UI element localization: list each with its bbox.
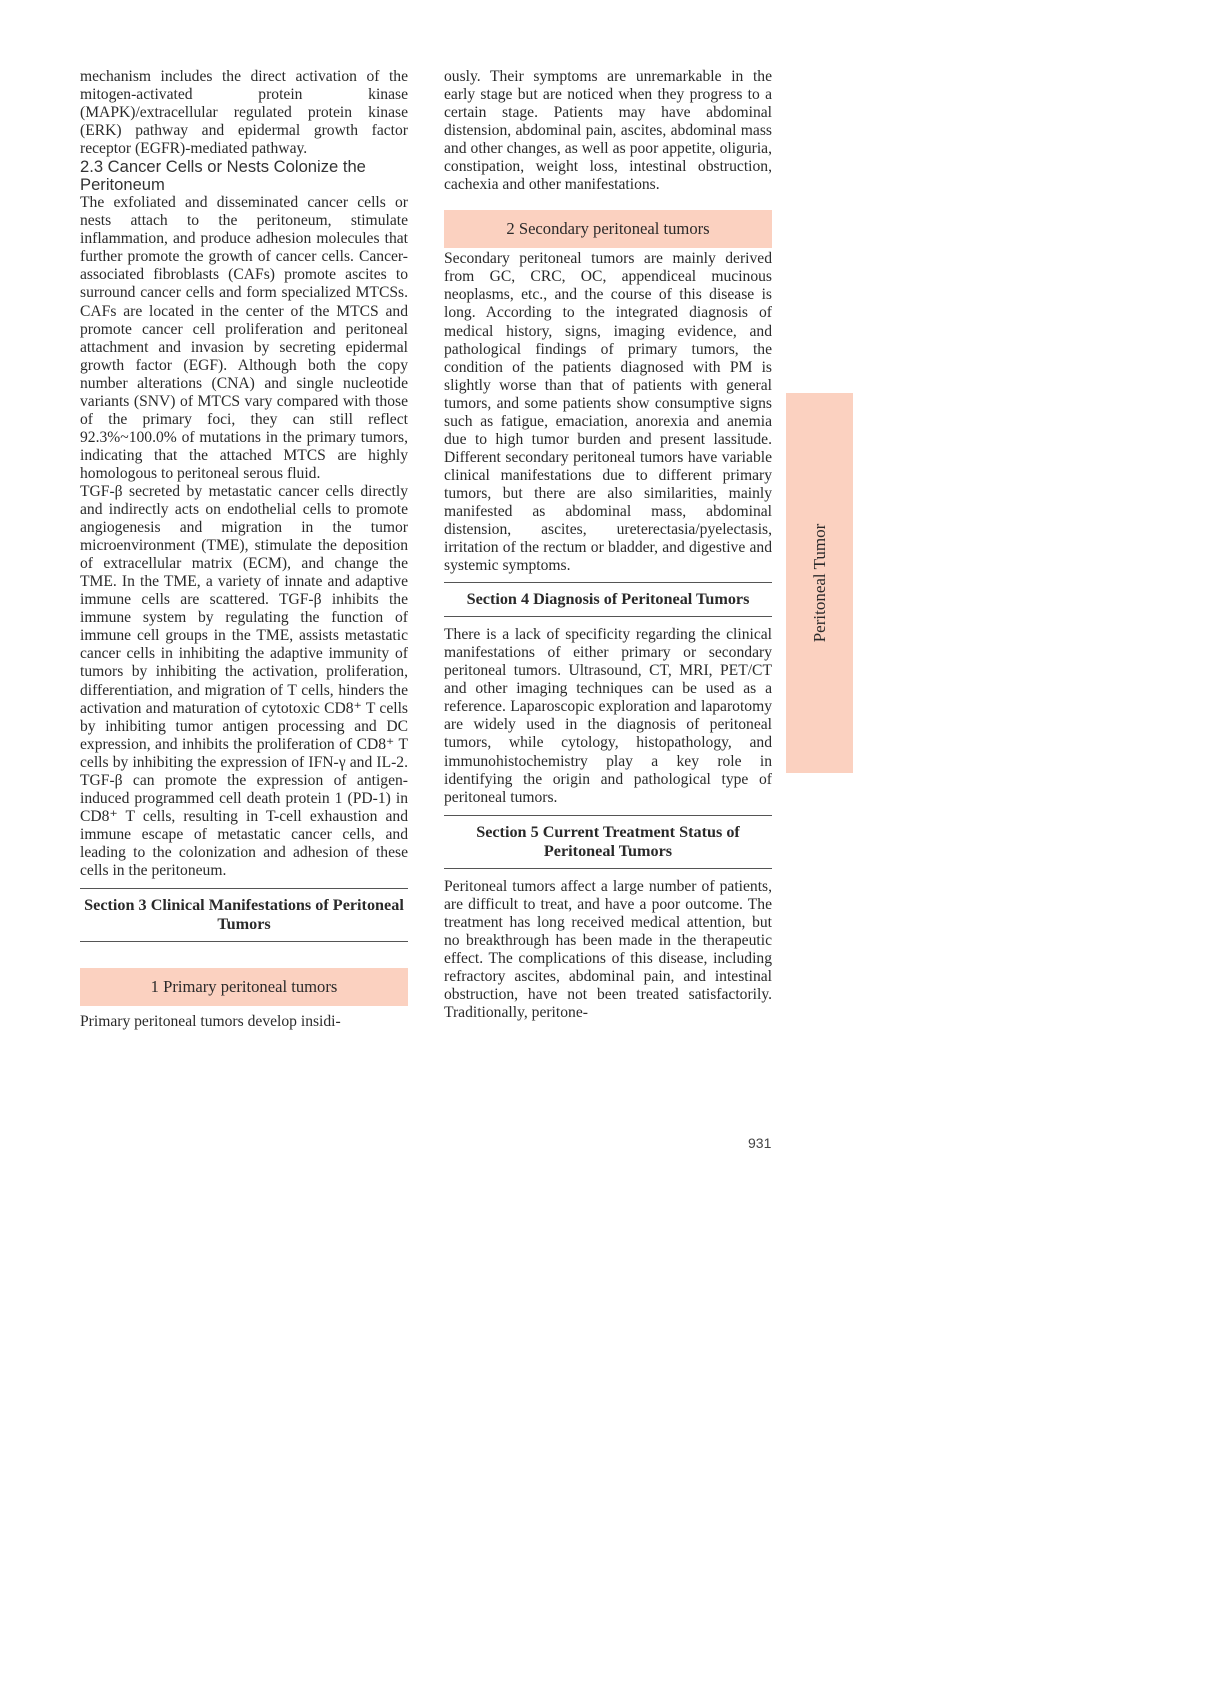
paragraph-diagnosis: There is a lack of specificity regarding the clinical manifestations of either primary or secondary peritoneal tumors. Ultrasound, CT, MRI, PET/CT and other imaging techniques can be used as a reference. Laparoscopic exploration and laparotomy are widely used in the diagnosis of peritoneal tumors, while cytology, histopathology, and immunohistochemistry play a key role in identifying the origin and pathological type of peritoneal tumors. — [444, 626, 772, 806]
paragraph-primary-cont: ously. Their symptoms are unremarkable in the early stage but are noticed when they progress to a certain stage. Patients may have abdominal distension, abdominal pain, ascites, abdominal mass and other changes, as well as poor appetite, oliguria, constipation, weight loss, intestinal obstruction, cachexia and other manifestations. — [444, 68, 772, 194]
paragraph-secondary: Secondary peritoneal tumors are mainly derived from GC, CRC, OC, appendiceal mucinous neoplasms, etc., and the course of this disease is long. According to the integrated diagnosis of medical history, signs, imaging evidence, and pathological findings of primary tumors, the condition of the patients diagnosed with PM is slightly worse than that of patients with general tumors, and some patients show consumptive signs such as fatigue, emaciation, anorexia and anemia due to high tumor burden and present lassitude. Different secondary peritoneal tumors have variable clinical manifestations due to different primary tumors, but there are also similarities, mainly manifested as abdominal mass, abdominal distension, ascites, ureterectasia/pyelectasis, irritation of the rectum or bladder, and digestive and systemic symptoms. — [444, 250, 772, 575]
subheading-colonize: 2.3 Cancer Cells or Nests Colonize the Peritoneum — [80, 157, 366, 195]
paragraph-treatment: Peritoneal tumors affect a large number of patients, are difficult to treat, and have a poor outcome. The treatment has long received medical attention, but no breakthrough has been made in the therapeutic effect. The complications of this disease, including refractory ascites, abdominal pain, and intestinal obstruction, have not been treated satisfactorily. Traditionally, peritone- — [444, 877, 772, 1021]
paragraph-intro: mechanism includes the direct activation of the mitogen-activated protein kinase (MAPK)/extracellular regulated protein kinase (ERK) pathway and epidermal growth factor receptor (EGFR)-mediated pathway. — [80, 68, 408, 158]
paragraph-tgf: TGF-β secreted by metastatic cancer cells directly and indirectly acts on endothelial cells to promote angiogenesis and migration in the tumor microenvironment (TME), stimulate the deposition of extracellular matrix (ECM), and change the TME. In the TME, a variety of innate and adaptive immune cells are scattered. TGF-β inhibits the immune system by regulating the function of immune cell groups in the TME, assists metastatic cancer cells in inhibiting the adaptive immunity of tumors by inhibiting the activation, proliferation, differentiation, and migration of T cells, hinders the activation and maturation of cytotoxic CD8⁺ T cells by inhibiting tumor antigen processing and DC expression, and inhibits the proliferation of CD8⁺ T cells by inhibiting the expression of IFN-γ and IL-2. TGF-β can promote the expression of antigen-induced programmed cell death protein 1 (PD-1) in CD8⁺ T cells, resulting in T-cell exhaustion and immune escape of metastatic cancer cells, and leading to the colonization and adhesion of these cells in the peritoneum. — [80, 482, 408, 879]
side-tab — [786, 393, 853, 773]
paragraph-primary-start: Primary peritoneal tumors develop insidi- — [80, 1013, 341, 1031]
section-3-heading: Section 3 Clinical Manifestations of Peritoneal Tumors — [80, 888, 408, 942]
right-column — [444, 68, 772, 1022]
page-number: 931 — [748, 1135, 772, 1151]
paragraph-colonize: The exfoliated and disseminated cancer cells or nests attach to the peritoneum, stimulate inflammation, and produce adhesion molecules that further promote the growth of cancer cells. Cancer-associated fibroblasts (CAFs) promote ascites to surround cancer cells and form specialized MTCSs. CAFs are located in the center of the MTCS and promote cancer cell proliferation and peritoneal attachment and invasion by secreting epidermal growth factor (EGF). Although both the copy number alterations (CNA) and single nucleotide variants (SNV) of MTCS vary compared with those of the primary foci, they can still reflect 92.3%~100.0% of mutations in the primary tumors, indicating that the attached MTCS are highly homologous to peritoneal serous fluid. — [80, 194, 408, 482]
secondary-tumors-heading: 2 Secondary peritoneal tumors — [444, 210, 772, 248]
side-tab-label: Peritoneal Tumor — [809, 523, 829, 643]
section-4-heading: Section 4 Diagnosis of Peritoneal Tumors — [444, 582, 772, 617]
left-column — [80, 68, 408, 1031]
primary-tumors-heading: 1 Primary peritoneal tumors — [80, 968, 408, 1006]
section-5-heading: Section 5 Current Treatment Status of Peritoneal Tumors — [444, 815, 772, 869]
